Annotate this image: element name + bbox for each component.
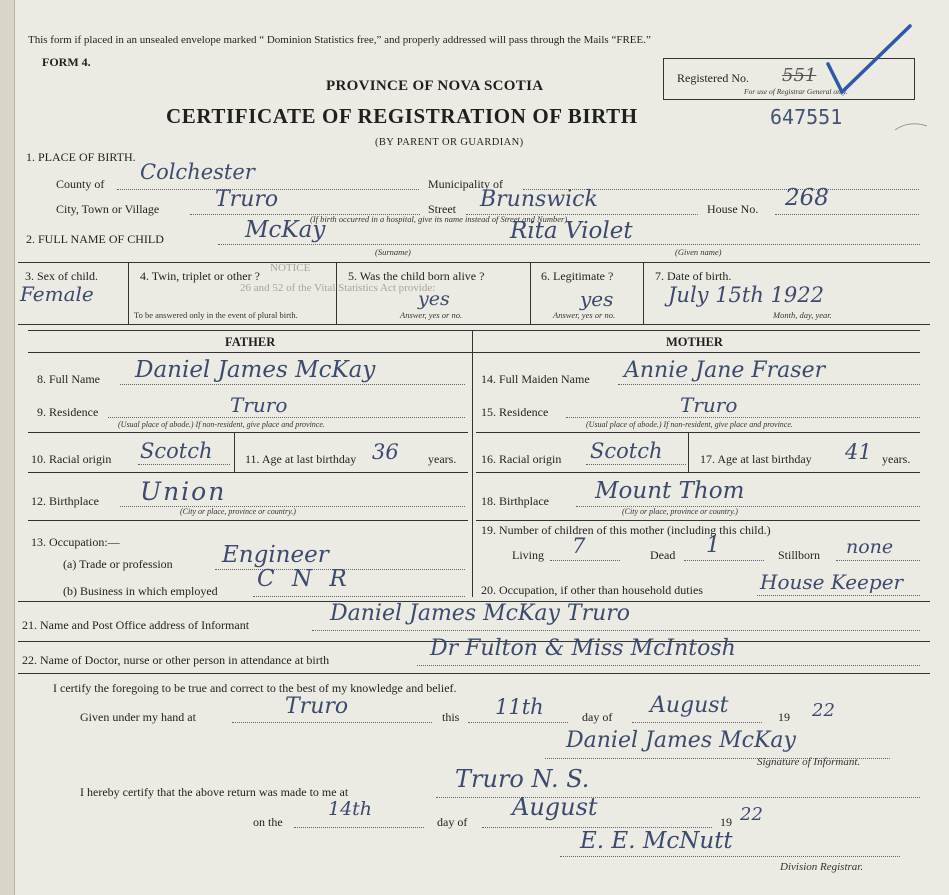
father-racial-value: Scotch [140,439,213,463]
registered-note: For use of Registrar General only. [744,87,848,96]
mother-birthplace-caption: (City or place, province or country.) [622,507,738,516]
trade-label: (a) Trade or profession [63,557,173,571]
registration-stamp: 647551 [770,105,843,129]
stillborn-line [836,560,920,561]
legitimate-value: yes [580,287,614,311]
father-residence-value: Truro [230,393,288,417]
signature-caption: Signature of Informant. [757,756,861,768]
parents-center-divider [472,330,473,597]
house-label: House No. [707,202,759,216]
doctor-line [417,665,920,666]
dead-value: 1 [706,533,720,558]
divider-d [643,262,644,324]
mother-age-value: 41 [845,440,872,464]
given-day-of-label: day of [582,710,613,724]
birth-date-label: 7. Date of birth. [655,269,732,283]
registrar-year-value: 22 [740,804,763,825]
child-given-name: Rita Violet [510,218,633,244]
rule-row3-bottom [18,324,930,325]
mother-occupation-value: House Keeper [760,570,904,594]
rule-doctor [18,673,930,674]
pencil-mark-icon [893,118,933,138]
registrar-place-value: Truro N. S. [455,765,590,793]
bleed-through-text: 26 and 52 of the Vital Statistics Act provide: [240,282,436,294]
registrar-month-value: August [512,793,598,821]
given-month-line [632,722,762,723]
birth-date-value: July 15th 1922 [668,283,825,307]
registrar-caption: Division Registrar. [780,861,864,873]
alive-caption: Answer, yes or no. [400,310,463,320]
hospital-note: (If birth occurred in a hospital, give its name instead of Street and Number) [310,214,568,224]
father-name-label: 8. Full Name [37,372,100,386]
this-label: this [442,710,460,724]
county-label: County of [56,177,105,191]
mother-birthplace-value: Mount Thom [595,478,745,504]
rule-father-birthplace [28,520,468,521]
father-name-line [120,384,465,385]
doctor-value: Dr Fulton & Miss McIntosh [430,636,736,661]
business-label: (b) Business in which employed [63,584,218,598]
father-residence-line [108,417,465,418]
mailing-notice: This form if placed in an unsealed envelope marked “ Dominion Statistics free,” and properly addressed will pass through the Mails “FREE.” [28,34,651,46]
page-title: CERTIFICATE OF REGISTRATION OF BIRTH [166,104,638,128]
child-name-label: 2. FULL NAME OF CHILD [26,232,164,246]
street-label: Street [428,202,456,216]
father-racial-label: 10. Racial origin [31,452,112,466]
given-place-value: Truro [285,694,349,719]
check-mark-icon [820,22,920,102]
dead-label: Dead [650,548,676,562]
living-label: Living [512,548,544,562]
city-value: Truro [215,187,279,212]
registered-value: 551 [782,65,817,86]
registrar-day-line [294,827,424,828]
given-day-value: 11th [495,695,544,719]
father-residence-label: 9. Residence [37,405,99,419]
informant-value: Daniel James McKay Truro [330,601,631,626]
registrar-year-prefix: 19 [720,815,732,829]
rule-father-racial [28,472,468,473]
rule-mother-racial [476,472,920,473]
certification-statement: I certify the foregoing to be true and correct to the best of my knowledge and belief. [53,681,457,695]
business-value: C N R [257,566,352,592]
mother-residence-label: 15. Residence [481,405,549,419]
street-value: Brunswick [480,187,598,212]
given-place-line [232,722,432,723]
rule-parents-top [28,330,920,331]
father-birthplace-caption: (City or place, province or country.) [180,507,296,516]
page-subtitle: (BY PARENT OR GUARDIAN) [375,137,524,148]
stillborn-label: Stillborn [778,548,821,562]
given-under-label: Given under my hand at [80,710,196,724]
mother-residence-line [566,417,920,418]
occupation-heading: 13. Occupation:— [31,535,120,549]
father-racial-line [138,464,230,465]
informant-line [312,630,920,631]
father-age-label: 11. Age at last birthday [245,452,357,466]
mother-name-value: Annie Jane Fraser [624,358,826,383]
stillborn-value: none [846,536,894,558]
sex-label: 3. Sex of child. [25,269,98,283]
father-birthplace-label: 12. Birthplace [31,494,99,508]
twin-caption: To be answered only in the event of plural birth. [134,310,298,320]
mother-occupation-label: 20. Occupation, if other than household duties [481,583,703,597]
mother-residence-caption: (Usual place of abode.) If non-resident, give place and province. [586,420,793,429]
doctor-label: 22. Name of Doctor, nurse or other person in attendance at birth [22,653,330,667]
registrar-statement: I hereby certify that the above return was made to me at [80,785,349,799]
given-month-value: August [650,693,729,718]
rule-father-residence [28,432,468,433]
twin-label: 4. Twin, triplet or other ? [140,269,260,283]
municipality-label: Municipality of [428,177,503,191]
registrar-day-value: 14th [328,798,373,820]
child-name-line [218,244,920,245]
binding-strip [0,0,15,895]
on-the-label: on the [253,815,283,829]
divider-a [128,262,129,324]
living-line [550,560,620,561]
father-birthplace-value: Union [140,477,227,506]
registrar-day-of-label: day of [437,815,468,829]
city-label: City, Town or Village [56,202,160,216]
rule-row3-top [18,262,930,263]
father-residence-caption: (Usual place of abode.) If non-resident, give place and province. [118,420,325,429]
county-value: Colchester [140,160,255,184]
given-year-value: 22 [812,700,835,721]
registrar-signature-line [560,856,900,857]
house-line [775,214,919,215]
informant-label: 21. Name and Post Office address of Informant [22,618,250,632]
mother-heading: MOTHER [666,335,723,349]
surname-caption: (Surname) [375,247,411,257]
rule-mother-birthplace [476,520,920,521]
given-caption: (Given name) [675,247,722,257]
mother-name-line [618,384,920,385]
mother-age-divider [688,432,689,472]
form-number: FORM 4. [42,55,91,69]
living-value: 7 [572,534,586,558]
house-value: 268 [785,185,829,211]
father-heading: FATHER [225,335,276,349]
bleed-through-notice: NOTICE [270,262,311,274]
mother-age-unit: years. [882,452,911,466]
mother-racial-label: 16. Racial origin [481,452,562,466]
father-age-divider [234,432,235,472]
mother-residence-value: Truro [680,393,738,417]
informant-signature: Daniel James McKay [566,728,796,753]
mother-age-label: 17. Age at last birthday [700,452,812,466]
registrar-place-line [436,797,920,798]
children-count-label: 19. Number of children of this mother (including this child.) [481,523,771,537]
divider-c [530,262,531,324]
mother-occupation-line [757,595,920,596]
alive-label: 5. Was the child born alive ? [348,269,485,283]
mother-racial-line [586,464,686,465]
father-age-unit: years. [428,452,457,466]
registered-label: Registered No. [677,71,749,85]
rule-parents-heading [28,352,920,353]
rule-mother-residence [476,432,920,433]
province-heading: PROVINCE OF NOVA SCOTIA [326,78,544,94]
given-year-prefix: 19 [778,710,790,724]
child-surname: McKay [245,217,326,243]
father-age-value: 36 [372,440,399,464]
father-name-value: Daniel James McKay [135,357,376,383]
legitimate-label: 6. Legitimate ? [541,269,614,283]
birth-date-caption: Month, day, year. [773,310,832,320]
business-line [253,596,465,597]
sex-value: Female [20,282,94,306]
given-day-line [468,722,568,723]
alive-value: yes [418,288,450,310]
mother-racial-value: Scotch [590,439,663,463]
legitimate-caption: Answer, yes or no. [553,310,616,320]
mother-birthplace-label: 18. Birthplace [481,494,549,508]
registrar-signature: E. E. McNutt [580,828,733,854]
trade-value: Engineer [222,542,329,568]
dead-line [684,560,764,561]
mother-name-label: 14. Full Maiden Name [481,372,590,386]
place-of-birth-heading: 1. PLACE OF BIRTH. [26,150,136,164]
